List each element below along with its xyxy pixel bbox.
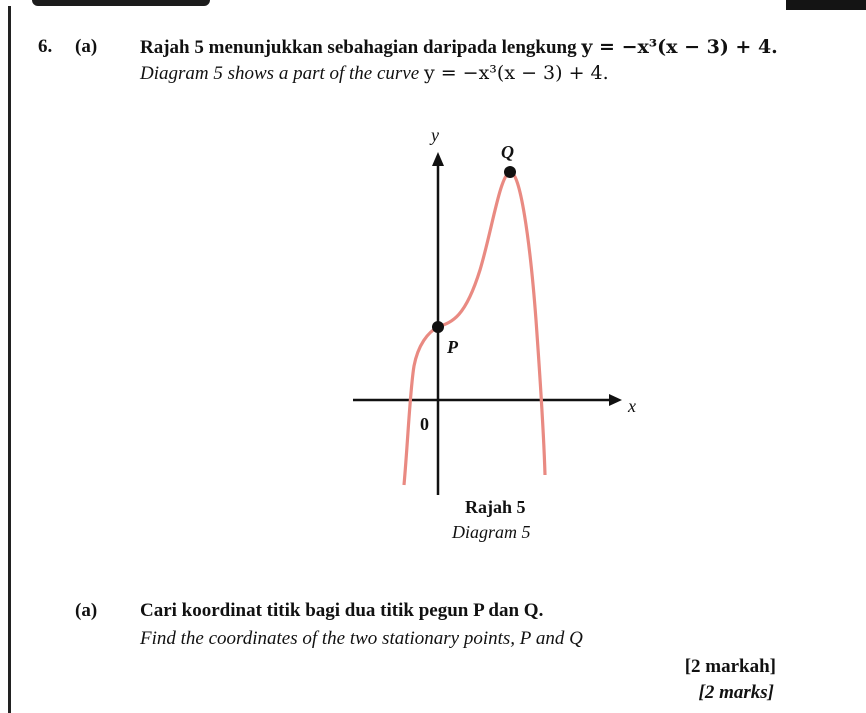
- question-malay-text: Rajah 5 menunjukkan sebahagian daripada lengkung: [140, 37, 577, 58]
- point-p-label: P: [447, 337, 458, 357]
- y-axis-arrow-icon: [432, 152, 444, 166]
- question-english-text: Diagram 5 shows a part of the curve: [140, 63, 420, 84]
- curve-equation-repeat: y = −x³(x − 3) + 4.: [423, 62, 609, 84]
- subquestion-text-english: Find the coordinates of the two stationary points, P and Q: [140, 628, 583, 649]
- x-axis-label: x: [628, 396, 636, 416]
- caption-malay: Rajah 5: [465, 497, 526, 517]
- question-number: 6.: [38, 36, 53, 57]
- y-axis-label: y: [431, 125, 439, 145]
- point-p-marker: [432, 321, 444, 333]
- point-q-label: Q: [501, 142, 514, 162]
- curve-equation: y = −x³(x − 3) + 4.: [581, 36, 778, 58]
- subquestion-text-malay: Cari koordinat titik bagi dua titik pegun P dan Q.: [140, 600, 544, 621]
- marks-malay: [2 markah]: [684, 656, 776, 677]
- subquestion-part-label: (a): [75, 600, 98, 621]
- marks-english: [2 marks]: [698, 682, 774, 703]
- question-part-label: (a): [75, 36, 98, 57]
- x-axis-arrow-icon: [609, 394, 622, 406]
- point-q-marker: [504, 166, 516, 178]
- caption-english: Diagram 5: [452, 522, 531, 542]
- curve: [404, 172, 545, 485]
- origin-label: 0: [420, 414, 429, 434]
